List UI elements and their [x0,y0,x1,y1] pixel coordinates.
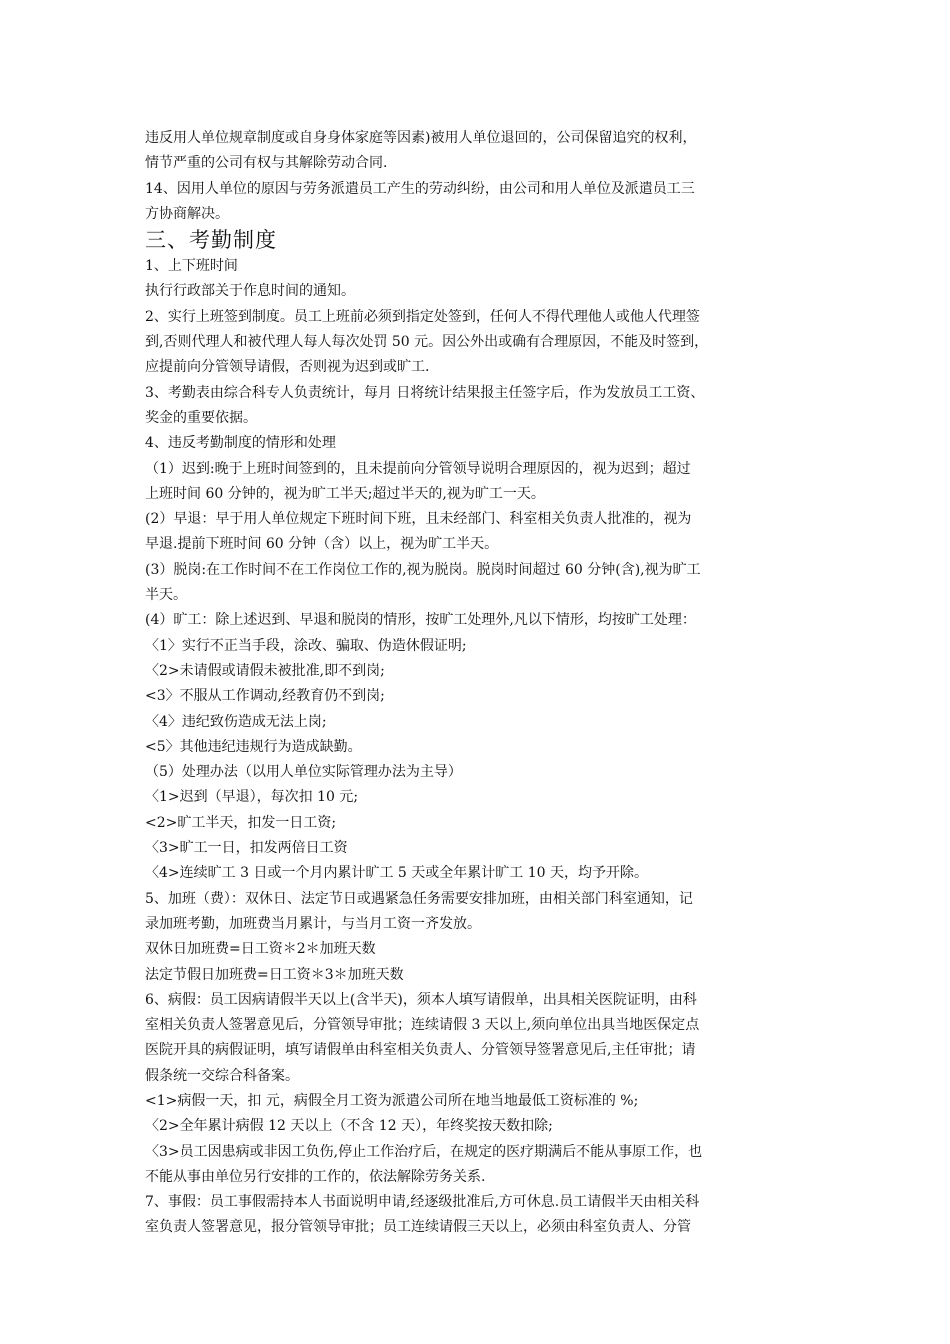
text-line: 早退.提前下班时间 60 分钟（含）以上，视为旷工半天。 [145,536,499,553]
text-line: 〈4>连续旷工 3 日或一个月内累计旷工 5 天或全年累计旷工 10 天，均予开除。 [145,865,648,882]
text-line: (2）早退：早于用人单位规定下班时间下班，且未经部门、科室相关负责人批准的，视为 [145,511,692,528]
text-line: 方协商解决。 [145,205,229,222]
text-line: 〈3>旷工一日，扣发两倍日工资 [145,840,348,857]
text-line: 奖金的重要依据。 [145,409,257,426]
text-line: 4、违反考勤制度的情形和处理 [145,435,336,452]
text-line: 半天。 [145,587,187,604]
text-line: 上班时间 60 分钟的，视为旷工半天;超过半天的,视为旷工一天。 [145,485,545,502]
text-line: 3、考勤表由综合科专人负责统计，每月 日将统计结果报主任签字后，作为发放员工工资、 [145,384,705,401]
text-line: <3〉不服从工作调动,经教育仍不到岗; [145,688,385,705]
text-line: (3）脱岗:在工作时间不在工作岗位工作的,视为脱岗。脱岗时间超过 60 分钟(含),视为旷工 [145,561,701,578]
text-line: （5）处理办法（以用人单位实际管理办法为主导） [145,764,462,781]
text-line: 录加班考勤，加班费当月累计，与当月工资一齐发放。 [145,915,481,932]
text-line: 〈2>全年累计病假 12 天以上（不含 12 天），年终奖按天数扣除; [145,1118,553,1135]
text-line: 双休日加班费=日工资＊2＊加班天数 [145,941,376,958]
text-line: 不能从事由单位另行安排的工作的，依法解除劳务关系. [145,1168,486,1185]
text-line: 〈3>员工因患病或非因工负伤,停止工作治疗后，在规定的医疗期满后不能从事原工作，也 [145,1143,703,1160]
text-line: 医院开具的病假证明，填写请假单由科室相关负责人、分管领导签署意见后,主任审批；请 [145,1042,696,1059]
section-title: 三、考勤制度 [145,228,277,253]
text-line: 违反用人单位规章制度或自身身体家庭等因素)被用人单位退回的，公司保留追究的权利， [145,130,697,146]
text-line: 5、加班（费）：双休日、法定节日或遇紧急任务需要安排加班，由相关部门科室通知，记 [145,890,693,907]
text-line: 〈4〉违纪致伤造成无法上岗; [145,713,327,730]
text-line: 〈2>未请假或请假未被批准,即不到岗; [145,662,385,679]
text-line: 1、上下班时间 [145,258,238,275]
text-line: （1）迟到:晚于上班时间签到的，且未提前向分管领导说明合理原因的，视为迟到；超过 [145,460,691,477]
text-line: 室负责人签署意见，报分管领导审批；员工连续请假三天以上，必须由科室负责人、分管 [145,1219,691,1236]
text-line: 情节严重的公司有权与其解除劳动合同. [145,155,388,172]
text-line: 到,否则代理人和被代理人每人每次处罚 50 元。因公外出或确有合理原因，不能及时签到， [145,334,709,351]
document-page [145,126,813,1241]
text-line: 应提前向分管领导请假，否则视为迟到或旷工. [145,359,430,376]
text-line: <5〉其他违纪违规行为造成缺勤。 [145,738,362,755]
text-line: (4）旷工：除上述迟到、早退和脱岗的情形，按旷工处理外,凡以下情形，均按旷工处理： [145,612,696,629]
text-line: 法定节假日加班费=日工资＊3＊加班天数 [145,966,404,983]
text-line: 2、实行上班签到制度。员工上班前必须到指定处签到，任何人不得代理他人或他人代理签 [145,308,700,325]
text-line: 假条统一交综合科备案。 [145,1067,299,1084]
text-line: 〈1>迟到（早退），每次扣 10 元; [145,789,359,806]
text-line: <2>旷工半天，扣发一日工资; [145,814,337,831]
section-body [145,254,813,1241]
text-line: 室相关负责人签署意见后，分管领导审批；连续请假 3 天以上,须向单位出具当地医保定点 [145,1017,700,1034]
text-line: <1>病假一天，扣 元，病假全月工资为派遣公司所在地当地最低工资标准的 %; [145,1092,639,1109]
text-line: 6、病假：员工因病请假半天以上(含半天)，须本人填写请假单，出具相关医院证明，由科 [145,991,697,1008]
text-line: 14、因用人单位的原因与劳务派遣员工产生的劳动纠纷，由公司和用人单位及派遣员工三 [145,180,695,197]
text-line: 执行行政部关于作息时间的通知。 [145,283,355,300]
text-line: 〈1〉实行不正当手段，涂改、骗取、伪造休假证明; [145,637,467,654]
text-line: 7、事假：员工事假需持本人书面说明申请,经逐级批准后,方可休息.员工请假半天由相关科 [145,1194,700,1211]
